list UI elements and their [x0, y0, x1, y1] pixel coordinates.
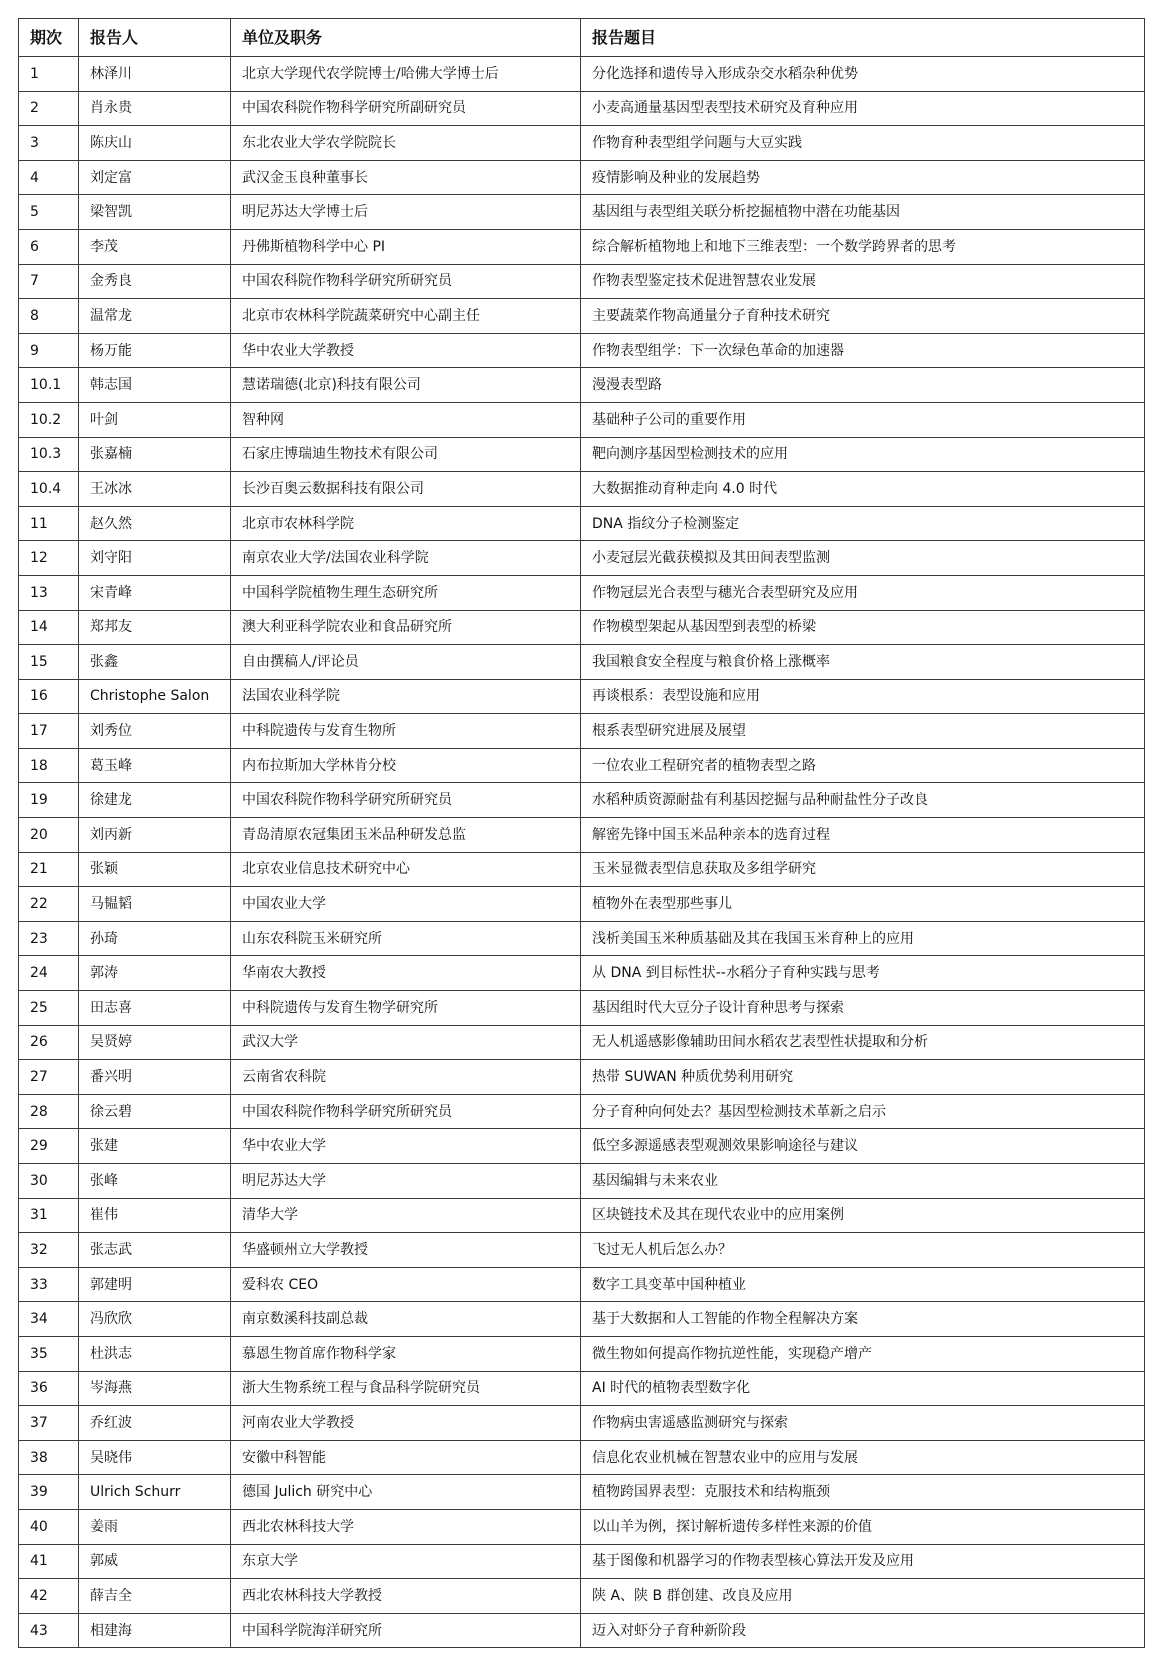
speaker-cell: 刘守阳: [79, 541, 231, 576]
affiliation-cell: 华中农业大学: [231, 1129, 581, 1164]
session-cell: 27: [19, 1060, 79, 1095]
affiliation-cell: 中国农科院作物科学研究所研究员: [231, 264, 581, 299]
speaker-cell: 张建: [79, 1129, 231, 1164]
affiliation-cell: 西北农林科技大学: [231, 1509, 581, 1544]
speaker-cell: 肖永贵: [79, 91, 231, 126]
report-title-cell: 陕 A、陕 B 群创建、改良及应用: [581, 1579, 1145, 1614]
session-cell: 10.1: [19, 368, 79, 403]
speaker-cell: Ulrich Schurr: [79, 1475, 231, 1510]
session-cell: 5: [19, 195, 79, 230]
affiliation-cell: 华中农业大学教授: [231, 333, 581, 368]
speaker-cell: 宋青峰: [79, 575, 231, 610]
table-row: [19, 956, 1145, 991]
session-cell: 6: [19, 229, 79, 264]
speaker-cell: 杜洪志: [79, 1336, 231, 1371]
affiliation-cell: 北京市农林科学院蔬菜研究中心副主任: [231, 299, 581, 334]
table-row: [19, 714, 1145, 749]
speaker-cell: 番兴明: [79, 1060, 231, 1095]
session-cell: 19: [19, 783, 79, 818]
affiliation-cell: 山东农科院玉米研究所: [231, 921, 581, 956]
affiliation-cell: 青岛清原农冠集团玉米品种研发总监: [231, 818, 581, 853]
session-cell: 22: [19, 887, 79, 922]
affiliation-cell: 自由撰稿人/评论员: [231, 645, 581, 680]
report-title-cell: 从 DNA 到目标性状--水稻分子育种实践与思考: [581, 956, 1145, 991]
table-row: [19, 57, 1145, 92]
report-title-cell: 热带 SUWAN 种质优势利用研究: [581, 1060, 1145, 1095]
session-cell: 23: [19, 921, 79, 956]
report-title-cell: 主要蔬菜作物高通量分子育种技术研究: [581, 299, 1145, 334]
affiliation-cell: 华盛顿州立大学教授: [231, 1233, 581, 1268]
table-row: [19, 1302, 1145, 1337]
session-cell: 42: [19, 1579, 79, 1614]
speaker-cell: 徐云碧: [79, 1094, 231, 1129]
report-title-cell: 作物模型架起从基因型到表型的桥梁: [581, 610, 1145, 645]
session-cell: 43: [19, 1613, 79, 1648]
report-title-cell: 靶向测序基因型检测技术的应用: [581, 437, 1145, 472]
report-title-cell: 飞过无人机后怎么办？: [581, 1233, 1145, 1268]
speaker-cell: 吴贤婷: [79, 1025, 231, 1060]
affiliation-cell: 内布拉斯加大学林肯分校: [231, 748, 581, 783]
session-cell: 28: [19, 1094, 79, 1129]
affiliation-cell: 中国农科院作物科学研究所研究员: [231, 1094, 581, 1129]
report-title-cell: 基于图像和机器学习的作物表型核心算法开发及应用: [581, 1544, 1145, 1579]
affiliation-cell: 爱科农 CEO: [231, 1267, 581, 1302]
report-title-cell: 信息化农业机械在智慧农业中的应用与发展: [581, 1440, 1145, 1475]
session-cell: 24: [19, 956, 79, 991]
session-cell: 15: [19, 645, 79, 680]
speaker-cell: 马韫韬: [79, 887, 231, 922]
speaker-cell: 陈庆山: [79, 126, 231, 161]
session-cell: 21: [19, 852, 79, 887]
report-title-cell: 我国粮食安全程度与粮食价格上涨概率: [581, 645, 1145, 680]
speaker-cell: 岑海燕: [79, 1371, 231, 1406]
session-cell: 2: [19, 91, 79, 126]
table-row: [19, 299, 1145, 334]
table-row: [19, 541, 1145, 576]
speaker-cell: 冯欣欣: [79, 1302, 231, 1337]
session-cell: 12: [19, 541, 79, 576]
affiliation-cell: 武汉大学: [231, 1025, 581, 1060]
table-row: [19, 991, 1145, 1026]
affiliation-cell: 中科院遗传与发育生物学研究所: [231, 991, 581, 1026]
speaker-cell: 田志喜: [79, 991, 231, 1026]
header-affiliation: 单位及职务: [231, 19, 581, 57]
affiliation-cell: 云南省农科院: [231, 1060, 581, 1095]
affiliation-cell: 浙大生物系统工程与食品科学院研究员: [231, 1371, 581, 1406]
speaker-cell: 相建海: [79, 1613, 231, 1648]
speaker-cell: 杨万能: [79, 333, 231, 368]
session-cell: 30: [19, 1164, 79, 1199]
speaker-cell: 孙琦: [79, 921, 231, 956]
speaker-cell: 徐建龙: [79, 783, 231, 818]
table-row: [19, 1336, 1145, 1371]
speaker-cell: 刘丙新: [79, 818, 231, 853]
speaker-cell: 温常龙: [79, 299, 231, 334]
session-cell: 18: [19, 748, 79, 783]
session-cell: 11: [19, 506, 79, 541]
affiliation-cell: 中国农业大学: [231, 887, 581, 922]
session-cell: 14: [19, 610, 79, 645]
report-title-cell: 植物外在表型那些事儿: [581, 887, 1145, 922]
report-title-cell: 区块链技术及其在现代农业中的应用案例: [581, 1198, 1145, 1233]
report-title-cell: 大数据推动育种走向 4.0 时代: [581, 472, 1145, 507]
session-cell: 40: [19, 1509, 79, 1544]
session-cell: 33: [19, 1267, 79, 1302]
report-title-cell: 水稻种质资源耐盐有利基因挖掘与品种耐盐性分子改良: [581, 783, 1145, 818]
table-row: [19, 1233, 1145, 1268]
table-row: [19, 1406, 1145, 1441]
table-row: [19, 229, 1145, 264]
header-report-title: 报告题目: [581, 19, 1145, 57]
affiliation-cell: 德国 Julich 研究中心: [231, 1475, 581, 1510]
table-row: [19, 645, 1145, 680]
table-row: [19, 1544, 1145, 1579]
report-title-cell: 分子育种向何处去？基因型检测技术革新之启示: [581, 1094, 1145, 1129]
table-row: [19, 1129, 1145, 1164]
session-cell: 26: [19, 1025, 79, 1060]
report-title-cell: 玉米显微表型信息获取及多组学研究: [581, 852, 1145, 887]
affiliation-cell: 南京数溪科技副总裁: [231, 1302, 581, 1337]
table-row: [19, 506, 1145, 541]
report-title-cell: 综合解析植物地上和地下三维表型：一个数学跨界者的思考: [581, 229, 1145, 264]
table-row: [19, 264, 1145, 299]
table-row: [19, 748, 1145, 783]
affiliation-cell: 河南农业大学教授: [231, 1406, 581, 1441]
report-title-cell: 分化选择和遗传导入形成杂交水稻杂种优势: [581, 57, 1145, 92]
session-cell: 31: [19, 1198, 79, 1233]
session-cell: 25: [19, 991, 79, 1026]
session-cell: 34: [19, 1302, 79, 1337]
report-title-cell: 作物表型鉴定技术促进智慧农业发展: [581, 264, 1145, 299]
affiliation-cell: 中国科学院植物生理生态研究所: [231, 575, 581, 610]
affiliation-cell: 慧诺瑞德(北京)科技有限公司: [231, 368, 581, 403]
speaker-cell: 郑邦友: [79, 610, 231, 645]
report-title-cell: 基因组时代大豆分子设计育种思考与探索: [581, 991, 1145, 1026]
table-row: [19, 852, 1145, 887]
report-title-cell: 作物育种表型组学问题与大豆实践: [581, 126, 1145, 161]
session-cell: 35: [19, 1336, 79, 1371]
speaker-cell: 张颖: [79, 852, 231, 887]
table-row: [19, 368, 1145, 403]
table-header-row: [19, 19, 1145, 57]
report-title-cell: 漫漫表型路: [581, 368, 1145, 403]
affiliation-cell: 澳大利亚科学院农业和食品研究所: [231, 610, 581, 645]
report-title-cell: 微生物如何提高作物抗逆性能，实现稳产增产: [581, 1336, 1145, 1371]
affiliation-cell: 东京大学: [231, 1544, 581, 1579]
speaker-cell: 薛吉全: [79, 1579, 231, 1614]
session-cell: 8: [19, 299, 79, 334]
affiliation-cell: 安徽中科智能: [231, 1440, 581, 1475]
table-row: [19, 160, 1145, 195]
table-row: [19, 575, 1145, 610]
table-row: [19, 783, 1145, 818]
affiliation-cell: 东北农业大学农学院院长: [231, 126, 581, 161]
report-title-cell: 小麦冠层光截获模拟及其田间表型监测: [581, 541, 1145, 576]
speaker-cell: 张峰: [79, 1164, 231, 1199]
affiliation-cell: 北京市农林科学院: [231, 506, 581, 541]
session-cell: 29: [19, 1129, 79, 1164]
report-title-cell: 解密先锋中国玉米品种亲本的选育过程: [581, 818, 1145, 853]
report-title-cell: AI 时代的植物表型数字化: [581, 1371, 1145, 1406]
affiliation-cell: 中国科学院海洋研究所: [231, 1613, 581, 1648]
report-title-cell: 作物病虫害遥感监测研究与探索: [581, 1406, 1145, 1441]
affiliation-cell: 西北农林科技大学教授: [231, 1579, 581, 1614]
affiliation-cell: 明尼苏达大学博士后: [231, 195, 581, 230]
speaker-cell: 刘定富: [79, 160, 231, 195]
speaker-cell: 韩志国: [79, 368, 231, 403]
table-row: [19, 91, 1145, 126]
affiliation-cell: 清华大学: [231, 1198, 581, 1233]
session-cell: 36: [19, 1371, 79, 1406]
table-row: [19, 472, 1145, 507]
table-body: [19, 57, 1145, 1648]
report-title-cell: 迈入对虾分子育种新阶段: [581, 1613, 1145, 1648]
speaker-cell: 崔伟: [79, 1198, 231, 1233]
table-row: [19, 1613, 1145, 1648]
table-row: [19, 333, 1145, 368]
report-title-cell: 一位农业工程研究者的植物表型之路: [581, 748, 1145, 783]
report-title-cell: 疫情影响及种业的发展趋势: [581, 160, 1145, 195]
speaker-cell: 王冰冰: [79, 472, 231, 507]
speaker-cell: Christophe Salon: [79, 679, 231, 714]
speaker-cell: 郭建明: [79, 1267, 231, 1302]
report-title-cell: DNA 指纹分子检测鉴定: [581, 506, 1145, 541]
session-cell: 32: [19, 1233, 79, 1268]
session-cell: 1: [19, 57, 79, 92]
session-cell: 10.3: [19, 437, 79, 472]
header-session: 期次: [19, 19, 79, 57]
session-cell: 37: [19, 1406, 79, 1441]
table-row: [19, 818, 1145, 853]
report-schedule-sheet: [18, 18, 1144, 1648]
speaker-cell: 葛玉峰: [79, 748, 231, 783]
table-row: [19, 195, 1145, 230]
affiliation-cell: 石家庄博瑞迪生物技术有限公司: [231, 437, 581, 472]
affiliation-cell: 智种网: [231, 402, 581, 437]
table-row: [19, 1371, 1145, 1406]
report-title-cell: 基因组与表型组关联分析挖掘植物中潜在功能基因: [581, 195, 1145, 230]
session-cell: 13: [19, 575, 79, 610]
affiliation-cell: 明尼苏达大学: [231, 1164, 581, 1199]
table-row: [19, 610, 1145, 645]
speaker-cell: 张鑫: [79, 645, 231, 680]
affiliation-cell: 丹佛斯植物科学中心 PI: [231, 229, 581, 264]
affiliation-cell: 中科院遗传与发育生物所: [231, 714, 581, 749]
session-cell: 10.4: [19, 472, 79, 507]
table-row: [19, 1475, 1145, 1510]
speaker-cell: 刘秀位: [79, 714, 231, 749]
speaker-cell: 梁智凯: [79, 195, 231, 230]
session-cell: 16: [19, 679, 79, 714]
affiliation-cell: 中国农科院作物科学研究所副研究员: [231, 91, 581, 126]
session-cell: 9: [19, 333, 79, 368]
speaker-cell: 赵久然: [79, 506, 231, 541]
report-title-cell: 小麦高通量基因型表型技术研究及育种应用: [581, 91, 1145, 126]
affiliation-cell: 慕恩生物首席作物科学家: [231, 1336, 581, 1371]
speaker-cell: 叶剑: [79, 402, 231, 437]
session-cell: 7: [19, 264, 79, 299]
report-title-cell: 基于大数据和人工智能的作物全程解决方案: [581, 1302, 1145, 1337]
report-title-cell: 再谈根系：表型设施和应用: [581, 679, 1145, 714]
report-title-cell: 根系表型研究进展及展望: [581, 714, 1145, 749]
report-title-cell: 无人机遥感影像辅助田间水稻农艺表型性状提取和分析: [581, 1025, 1145, 1060]
affiliation-cell: 中国农科院作物科学研究所研究员: [231, 783, 581, 818]
table-row: [19, 679, 1145, 714]
affiliation-cell: 南京农业大学/法国农业科学院: [231, 541, 581, 576]
table-row: [19, 437, 1145, 472]
speaker-cell: 吴晓伟: [79, 1440, 231, 1475]
table-row: [19, 887, 1145, 922]
report-schedule-table: [18, 18, 1145, 1648]
table-row: [19, 1025, 1145, 1060]
table-row: [19, 402, 1145, 437]
table-row: [19, 921, 1145, 956]
session-cell: 41: [19, 1544, 79, 1579]
speaker-cell: 张嘉楠: [79, 437, 231, 472]
report-title-cell: 基础种子公司的重要作用: [581, 402, 1145, 437]
header-speaker: 报告人: [79, 19, 231, 57]
affiliation-cell: 法国农业科学院: [231, 679, 581, 714]
report-title-cell: 数字工具变革中国种植业: [581, 1267, 1145, 1302]
table-row: [19, 1509, 1145, 1544]
table-row: [19, 1060, 1145, 1095]
affiliation-cell: 武汉金玉良种董事长: [231, 160, 581, 195]
speaker-cell: 张志武: [79, 1233, 231, 1268]
report-title-cell: 基因编辑与未来农业: [581, 1164, 1145, 1199]
affiliation-cell: 北京农业信息技术研究中心: [231, 852, 581, 887]
speaker-cell: 乔红波: [79, 1406, 231, 1441]
report-title-cell: 植物跨国界表型：克服技术和结构瓶颈: [581, 1475, 1145, 1510]
session-cell: 38: [19, 1440, 79, 1475]
session-cell: 4: [19, 160, 79, 195]
session-cell: 17: [19, 714, 79, 749]
session-cell: 20: [19, 818, 79, 853]
report-title-cell: 以山羊为例，探讨解析遗传多样性来源的价值: [581, 1509, 1145, 1544]
table-row: [19, 1579, 1145, 1614]
table-row: [19, 1164, 1145, 1199]
session-cell: 39: [19, 1475, 79, 1510]
report-title-cell: 浅析美国玉米种质基础及其在我国玉米育种上的应用: [581, 921, 1145, 956]
affiliation-cell: 长沙百奥云数据科技有限公司: [231, 472, 581, 507]
session-cell: 3: [19, 126, 79, 161]
affiliation-cell: 华南农大教授: [231, 956, 581, 991]
report-title-cell: 低空多源遥感表型观测效果影响途径与建议: [581, 1129, 1145, 1164]
speaker-cell: 姜雨: [79, 1509, 231, 1544]
affiliation-cell: 北京大学现代农学院博士/哈佛大学博士后: [231, 57, 581, 92]
speaker-cell: 李茂: [79, 229, 231, 264]
table-row: [19, 1267, 1145, 1302]
table-row: [19, 126, 1145, 161]
report-title-cell: 作物表型组学：下一次绿色革命的加速器: [581, 333, 1145, 368]
speaker-cell: 郭威: [79, 1544, 231, 1579]
speaker-cell: 郭涛: [79, 956, 231, 991]
speaker-cell: 林泽川: [79, 57, 231, 92]
speaker-cell: 金秀良: [79, 264, 231, 299]
table-row: [19, 1440, 1145, 1475]
table-row: [19, 1094, 1145, 1129]
session-cell: 10.2: [19, 402, 79, 437]
table-row: [19, 1198, 1145, 1233]
report-title-cell: 作物冠层光合表型与穗光合表型研究及应用: [581, 575, 1145, 610]
